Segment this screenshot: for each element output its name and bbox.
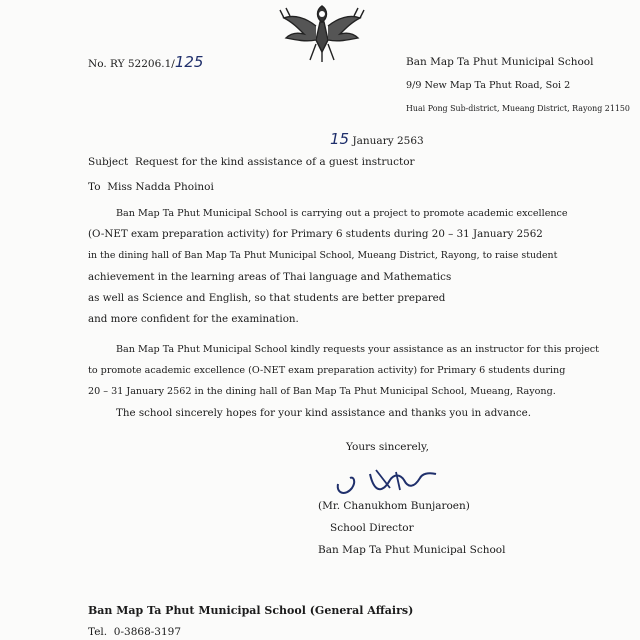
handwritten-signature <box>330 466 450 500</box>
paragraph-1-line: as well as Science and English, so that students are better prepared <box>88 292 446 304</box>
subject-text: Request for the kind assistance of a guest instructor <box>134 156 415 168</box>
recipient-line <box>88 181 214 193</box>
signer-title: School Director <box>330 522 414 534</box>
paragraph-1-line: in the dining hall of Ban Map Ta Phut Municipal School, Mueang District, Rayong, to raise student <box>88 250 558 261</box>
reference-handwritten-number: 125 <box>174 53 204 71</box>
recipient-label: To <box>88 181 101 193</box>
footer-phone <box>88 626 181 638</box>
paragraph-1-line: and more confident for the examination. <box>88 313 299 325</box>
signer-organization: Ban Map Ta Phut Municipal School <box>318 544 506 556</box>
closing-salutation: Yours sincerely, <box>346 441 429 453</box>
paragraph-2-line: Ban Map Ta Phut Municipal School kindly requests your assistance as an instructor for this project <box>116 344 600 355</box>
paragraph-2-line: 20 – 31 January 2562 in the dining hall of Ban Map Ta Phut Municipal School, Mueang, Rayong. <box>88 386 556 397</box>
footer-phone-number: 0-3868-3197 <box>113 626 182 638</box>
subject-label: Subject <box>88 156 129 168</box>
sender-address-line: Huai Pong Sub-district, Mueang District, Rayong 21150 <box>406 104 630 113</box>
subject-line <box>88 156 415 168</box>
reference-prefix: No. RY 52206.1/ <box>88 58 175 70</box>
paragraph-1-line: Ban Map Ta Phut Municipal School is carrying out a project to promote academic excellence <box>116 208 568 219</box>
sender-address-line: 9/9 New Map Ta Phut Road, Soi 2 <box>406 80 571 91</box>
paragraph-1-line: (O-NET exam preparation activity) for Primary 6 students during 20 – 31 January 2562 <box>88 228 543 240</box>
footer-phone-label: Tel. <box>88 626 108 638</box>
sender-name: Ban Map Ta Phut Municipal School <box>406 56 594 68</box>
recipient-name: Miss Nadda Phoinoi <box>107 181 214 193</box>
paragraph-1-line: achievement in the learning areas of Thai language and Mathematics <box>88 271 452 283</box>
footer-office: Ban Map Ta Phut Municipal School (General Affairs) <box>88 604 414 617</box>
letter-date <box>330 130 424 148</box>
garuda-emblem-icon <box>276 0 368 64</box>
paragraph-2-line: to promote academic excellence (O-NET exam preparation activity) for Primary 6 students during <box>88 365 566 376</box>
date-day-handwritten: 15 <box>330 130 350 148</box>
signer-name: (Mr. Chanukhom Bunjaroen) <box>318 500 470 512</box>
paragraph-3: The school sincerely hopes for your kind assistance and thanks you in advance. <box>116 407 532 419</box>
reference-number <box>88 53 203 71</box>
date-month-year: January 2563 <box>352 135 424 147</box>
